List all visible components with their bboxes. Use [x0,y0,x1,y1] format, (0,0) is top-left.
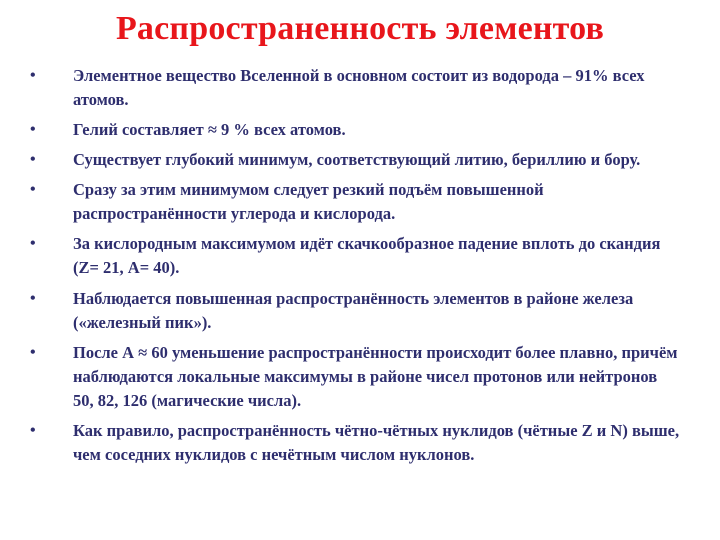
bullet-list [30,64,680,473]
bullet-item [30,341,680,413]
bullet-item [30,232,680,280]
bullet-icon: • [30,422,36,439]
bullet-icon: • [30,67,36,84]
bullet-icon: • [30,290,36,307]
bullet-text: Сразу за этим минимумом следует резкий подъём повышенной распространённости углерода и кислорода. [73,180,544,223]
bullet-text: Гелий составляет ≈ 9 % всех атомов. [73,120,346,139]
bullet-icon: • [30,235,36,252]
bullet-item [30,148,680,172]
bullet-icon: • [30,151,36,168]
bullet-item [30,419,680,467]
bullet-text: После А ≈ 60 уменьшение распространённости происходит более плавно, причём наблюдаются локальные максимумы в районе чисел протонов или нейтронов 50, 82, 126 (магические числа). [73,343,678,410]
bullet-item [30,64,680,112]
bullet-text: Наблюдается повышенная распространённость элементов в районе железа («железный пик»). [73,289,634,332]
bullet-item [30,178,680,226]
bullet-text: Существует глубокий минимум, соответствующий литию, бериллию и бору. [73,150,641,169]
bullet-text: Как правило, распространённость чётно-чётных нуклидов (чётные Z и N) выше, чем соседних нуклидов с нечётным числом нуклонов. [73,421,680,464]
slide-title: Распространенность элементов [115,10,605,47]
bullet-icon: • [30,344,36,361]
bullet-item [30,287,680,335]
bullet-text: Элементное вещество Вселенной в основном состоит из водорода – 91% всех атомов. [73,66,645,109]
bullet-item [30,118,680,142]
bullet-text: За кислородным максимумом идёт скачкообразное падение вплоть до скандия (Z= 21, А= 40). [73,234,661,277]
bullet-icon: • [30,121,36,138]
bullet-icon: • [30,181,36,198]
